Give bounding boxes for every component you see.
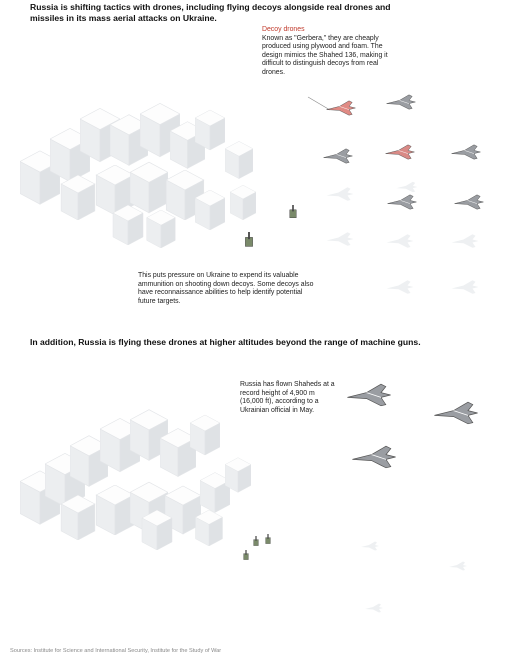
high-altitude-drone	[347, 384, 390, 406]
city-cluster-bottom	[20, 410, 251, 550]
pressure-note: This puts pressure on Ukraine to expend its valuable ammunition on shooting down decoys. Some decoys also have reconnaissance abilities to help identify potential future targets.	[138, 272, 314, 305]
drone-formation	[308, 95, 483, 294]
ground-vehicle	[245, 232, 252, 246]
decoy-title: Decoy drones	[262, 26, 305, 33]
headline-primary: Russia is shifting tactics with drones, including flying decoys alongside real drones and missiles in its mass aerial attacks on Ukraine.	[30, 2, 391, 23]
real-drone	[455, 195, 484, 209]
real-drone	[452, 145, 481, 159]
high-altitude-drone	[434, 402, 477, 424]
sources-credit: Sources: Institute for Science and International Security, Institute for the Study of War	[10, 648, 222, 654]
decoy-description: Known as "Gerbera," they are cheaply produced using plywood and foam. The design mimics the Shahed 136, making it difficult to distinguish decoys from real drones.	[262, 34, 388, 76]
real-drone	[324, 149, 353, 163]
headline-secondary: In addition, Russia is flying these drones at higher altitudes beyond the range of machine guns.	[30, 337, 421, 347]
ground-vehicle	[290, 205, 296, 218]
machine-gun	[244, 550, 249, 560]
decoy-callout	[262, 26, 397, 78]
machine-gun	[254, 536, 259, 546]
city-cluster-top	[20, 103, 256, 248]
real-drone	[387, 95, 416, 109]
altitude-note: Russia has flown Shaheds at a record height of 4,900 m (16,000 ft), according to a Ukrainian official in May.	[240, 381, 335, 414]
decoy-drone	[327, 101, 356, 115]
real-drone	[388, 195, 417, 209]
decoy-drone	[386, 145, 415, 159]
high-altitude-drone	[352, 446, 395, 468]
machine-gun	[266, 534, 271, 544]
